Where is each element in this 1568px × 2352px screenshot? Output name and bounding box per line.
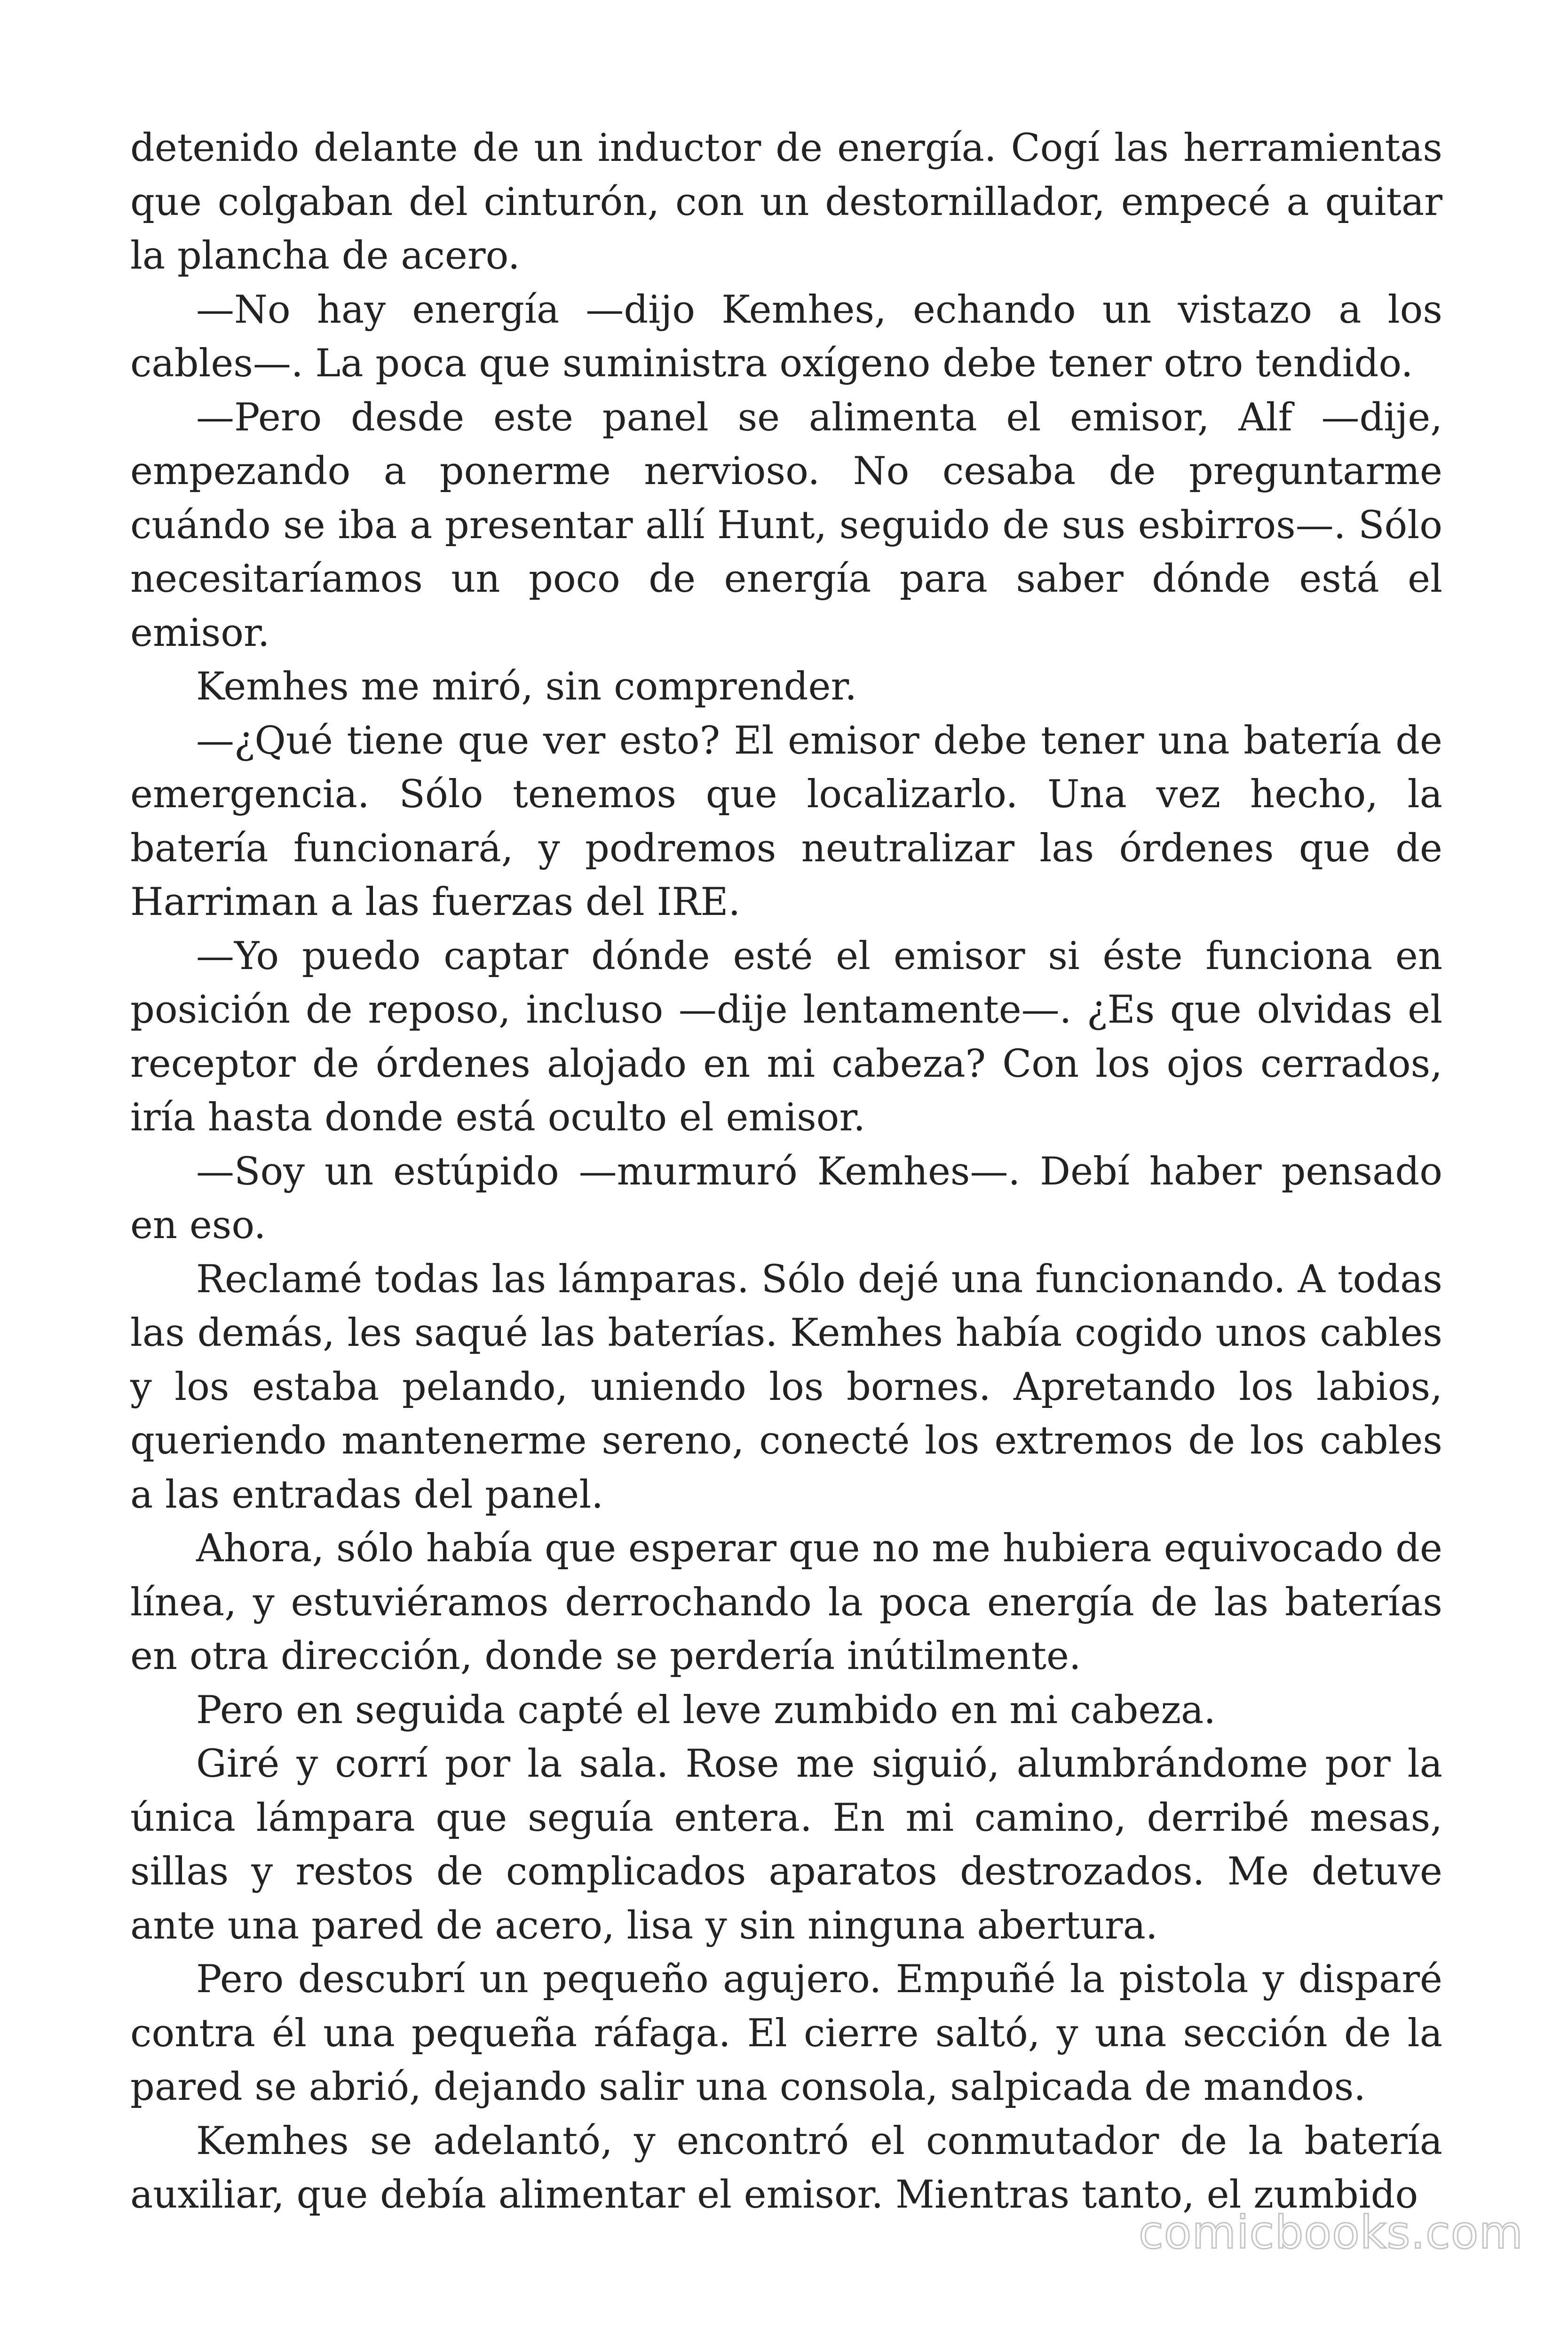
paragraph: —Pero desde este panel se alimenta el emisor, Alf —dije, empezando a ponerme nervioso. No cesaba de preguntarme cuándo se iba a presentar allí Hunt, seguido de sus esbirros—. Sólo necesitaríamos un poco de energía para saber dónde está el emisor. [130,395,1442,655]
paragraph: Kemhes me miró, sin comprender. [196,665,857,709]
paragraph: Pero en seguida capté el leve zumbido en mi cabeza. [196,1688,1216,1732]
watermark: comicbooks.com [1138,2206,1523,2259]
paragraph: Pero descubrí un pequeño agujero. Empuñé la pistola y disparé contra él una pequeña ráfaga. El cierre saltó, y una sección de la pared se abrió, dejando salir una consola, salpicada de mandos. [130,1957,1442,2109]
paragraph: —¿Qué tiene que ver esto? El emisor debe tener una batería de emergencia. Sólo tenemos que localizarlo. Una vez hecho, la batería funcionará, y podremos neutralizar las órdenes que de Harriman a las fuerzas del IRE. [130,718,1442,924]
paragraph: Reclamé todas las lámparas. Sólo dejé una funcionando. A todas las demás, les saqué las baterías. Kemhes había cogido unos cables y los estaba pelando, uniendo los bornes. Apretando los labios, queriendo mantenerme sereno, conecté los extremos de los cables a las entradas del panel. [130,1257,1442,1517]
book-page-text [130,121,1442,2222]
paragraph: Ahora, sólo había que esperar que no me hubiera equivocado de línea, y estuviéramos derrochando la poca energía de las baterías en otra dirección, donde se perdería inútilmente. [130,1526,1442,1678]
paragraph: detenido delante de un inductor de energía. Cogí las herramientas que colgaban del cinturón, con un destornillador, empecé a quitar la plancha de acero. [130,126,1442,278]
paragraph: —Soy un estúpido —murmuró Kemhes—. Debí haber pensado en eso. [130,1149,1442,1248]
paragraph: Giré y corrí por la sala. Rose me siguió, alumbrándome por la única lámpara que seguía entera. En mi camino, derribé mesas, sillas y restos de complicados aparatos destrozados. Me detuve ante una pared de acero, lisa y sin ninguna abertura. [130,1742,1442,1948]
paragraph: —Yo puedo captar dónde esté el emisor si éste funciona en posición de reposo, incluso —dije lentamente—. ¿Es que olvidas el receptor de órdenes alojado en mi cabeza? Con los ojos cerrados, iría hasta donde está oculto el emisor. [130,934,1442,1140]
paragraph: —No hay energía —dijo Kemhes, echando un vistazo a los cables—. La poca que suministra oxígeno debe tener otro tendido. [130,287,1442,386]
paragraph: Kemhes se adelantó, y encontró el conmutador de la batería auxiliar, que debía alimentar el emisor. Mientras tanto, el zumbido [130,2119,1442,2217]
